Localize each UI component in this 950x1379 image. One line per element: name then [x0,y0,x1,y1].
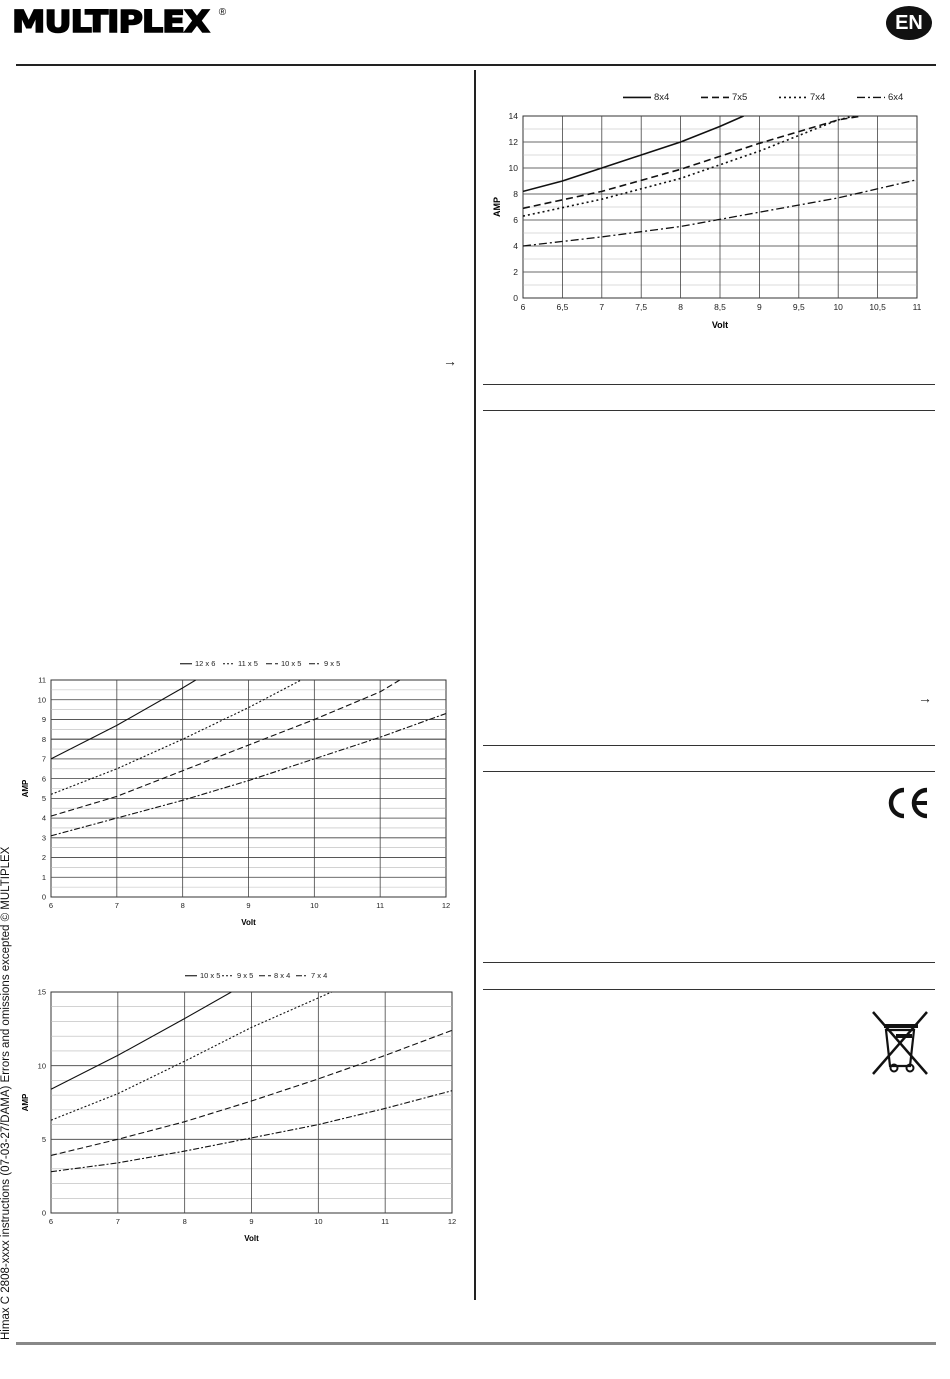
chart-legend [185,971,327,980]
y-tick-label: 11 [38,675,46,685]
y-tick-label: 8 [41,734,46,744]
chart-legend [180,659,340,668]
chart-grid [51,680,446,897]
brand-wordmark: MULTIPLEX [12,5,209,40]
section-rule [483,384,935,385]
legend-label: 12 x 6 [195,659,216,668]
legend-label: 6x4 [888,92,904,103]
section-rule [483,962,935,963]
y-tick-label: 10 [37,695,46,705]
y-axis-label: AMP [21,779,30,798]
x-tick-label: 7 [115,1217,120,1226]
x-axis-label: Volt [711,320,729,330]
brand-logo [12,6,226,40]
x-tick-label: 7,5 [635,302,648,312]
y-tick-label: 12 [508,136,518,147]
header-rule [16,64,936,66]
x-tick-label: 6 [48,1217,54,1226]
x-tick-label: 8 [180,901,185,910]
y-tick-label: 4 [513,240,518,251]
chart-8x4-amp-volt [488,84,930,336]
x-tick-label: 10 [833,302,843,312]
y-tick-label: 3 [41,833,46,843]
legend-label: 7x5 [732,92,748,103]
y-tick-label: 0 [41,892,46,902]
section-rule [483,410,935,411]
y-tick-label: 5 [41,1134,46,1144]
section-rule [483,745,935,746]
x-tick-label: 6 [520,302,526,312]
y-tick-label: 0 [41,1208,46,1218]
x-axis-label: Volt [241,918,256,927]
legend-label: 10 x 5 [200,971,221,980]
y-tick-label: 5 [41,793,46,803]
x-tick-label: 9 [757,302,762,312]
footer-rule [16,1342,936,1345]
y-tick-label: 9 [41,715,46,725]
x-tick-label: 9,5 [792,302,805,312]
y-tick-label: 6 [513,214,518,225]
y-axis-label: AMP [492,197,502,217]
y-tick-label: 8 [513,188,518,199]
y-axis-label: AMP [21,1093,30,1112]
x-tick-label: 6,5 [556,302,569,312]
y-tick-label: 1 [41,872,46,882]
language-badge: EN [886,6,932,40]
x-tick-label: 9 [249,1217,254,1226]
x-tick-label: 9 [246,901,251,910]
registered-mark: ® [218,7,227,18]
legend-label: 7 x 4 [311,971,328,980]
column-divider [474,70,476,1300]
y-tick-label: 4 [41,813,46,823]
y-tick-label: 2 [41,853,46,863]
x-tick-label: 8,5 [714,302,726,312]
x-tick-label: 12 [447,1217,457,1226]
ce-mark-icon [885,786,931,820]
section-rule [483,989,935,990]
x-tick-label: 10 [314,1217,323,1226]
legend-label: 10 x 5 [281,659,302,668]
crossed-out-wheelie-bin-icon [870,1010,930,1076]
x-tick-label: 8 [678,302,683,312]
x-tick-label: 7 [599,302,605,312]
y-tick-label: 10 [37,1061,46,1071]
continue-arrow-icon: → [918,690,932,706]
document-footer-note: Himax C 2808-xxxx instructions (07-03-27/DAMA) Errors and omissions excepted © MULTIPLEX [0,846,12,1340]
section-rule [483,771,935,772]
y-tick-label: 7 [41,754,46,764]
legend-label: 9 x 5 [237,971,254,980]
x-tick-label: 6 [48,901,54,910]
x-tick-label: 11 [376,901,385,910]
y-tick-label: 14 [508,110,518,121]
x-tick-label: 12 [441,901,451,910]
legend-label: 9 x 5 [324,659,341,668]
chart-grid [51,992,452,1213]
x-tick-label: 8 [182,1217,187,1226]
y-tick-label: 10 [508,162,518,173]
chart-12x6-amp-volt [18,652,458,932]
legend-label: 8 x 4 [274,971,291,980]
x-tick-label: 10 [310,901,319,910]
y-tick-label: 6 [41,774,46,784]
y-tick-label: 0 [513,292,518,303]
chart-legend [623,92,903,103]
x-tick-label: 10,5 [869,302,886,312]
x-tick-label: 7 [114,901,119,910]
x-tick-label: 11 [381,1217,390,1226]
legend-label: 8x4 [654,92,670,103]
x-tick-label: 11 [912,302,922,312]
chart-10x5-amp-volt [18,966,463,1251]
legend-label: 11 x 5 [238,659,258,668]
y-tick-label: 2 [513,266,518,277]
y-tick-label: 15 [37,987,46,997]
continue-arrow-icon: → [443,353,457,369]
x-axis-label: Volt [244,1234,259,1243]
legend-label: 7x4 [810,92,826,103]
chart-grid [523,116,917,298]
